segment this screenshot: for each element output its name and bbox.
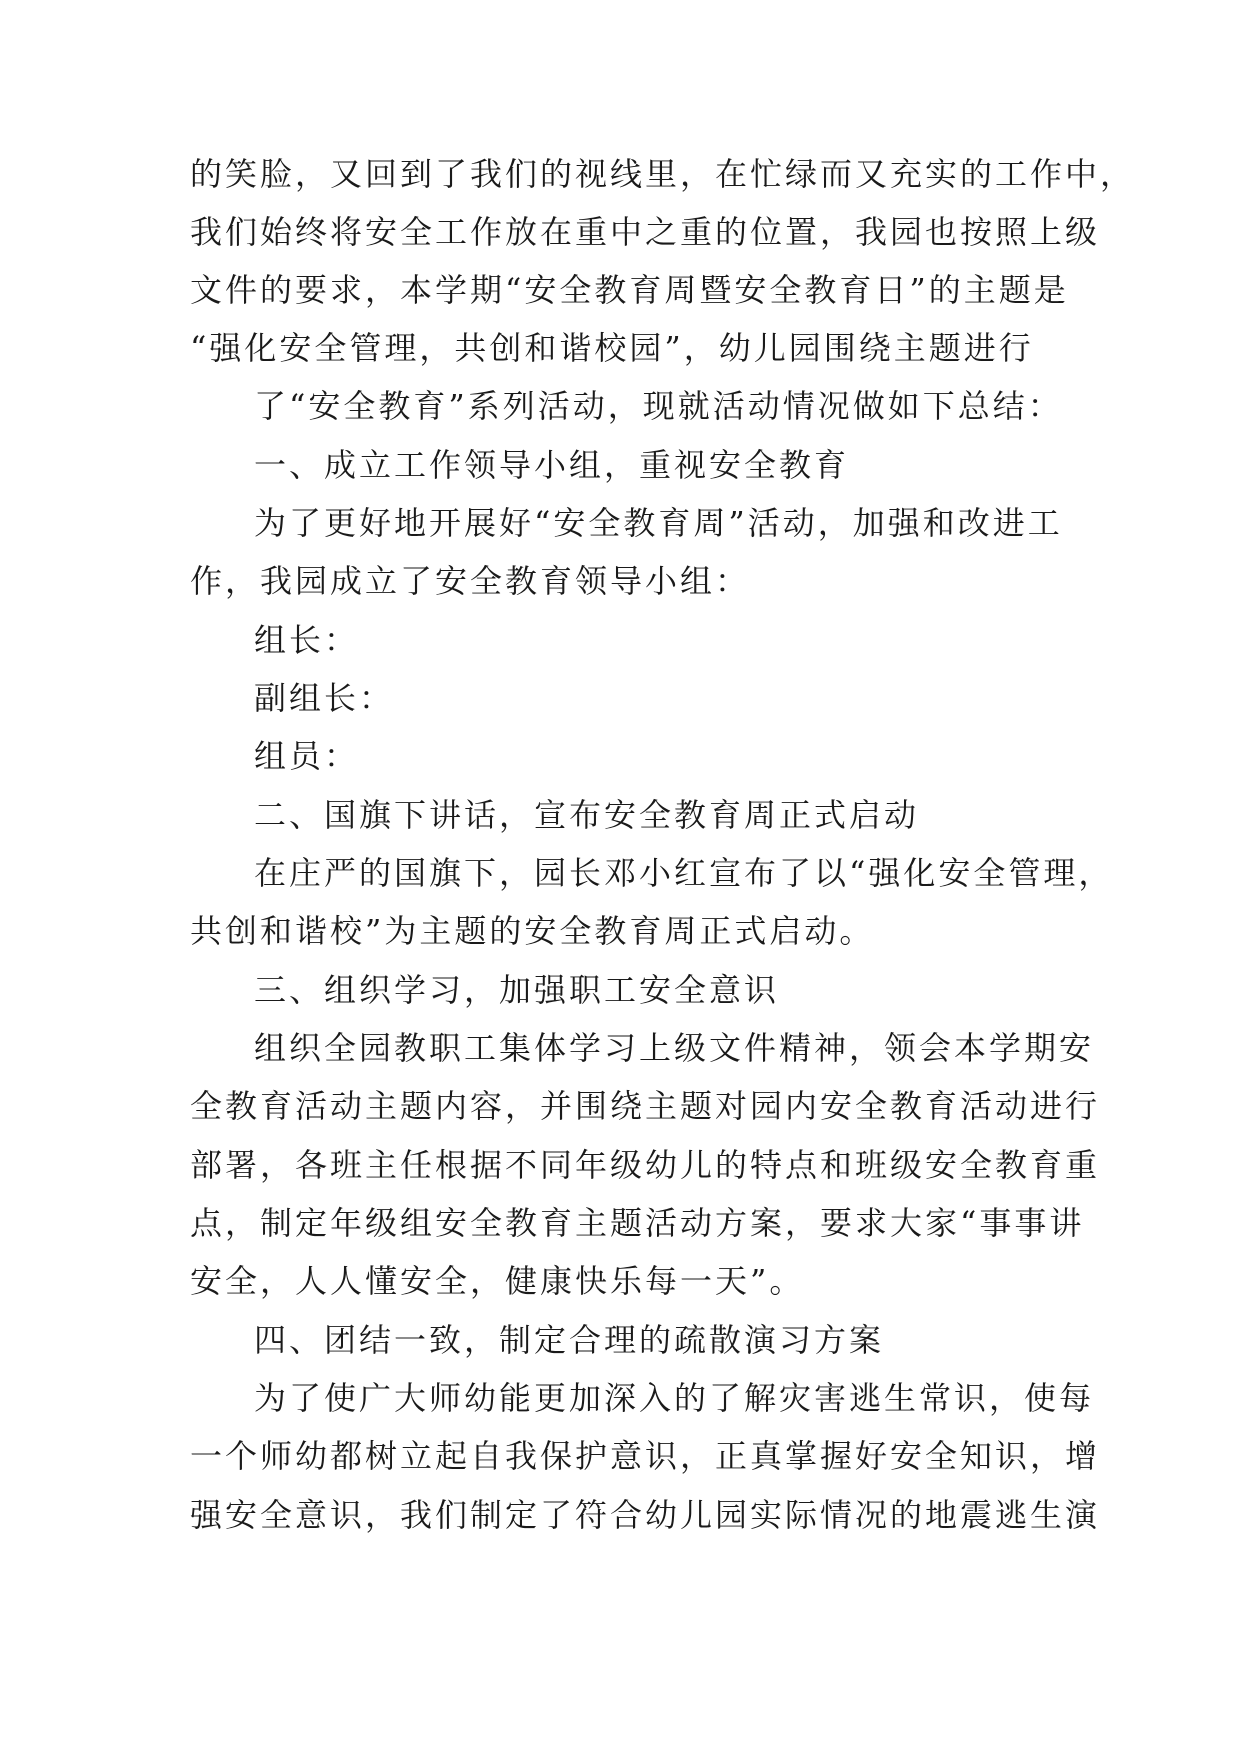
text-line: 共创和谐校”为主题的安全教育周正式启动。: [190, 912, 875, 950]
text-line: 一个师幼都树立起自我保护意识，正真掌握好安全知识，增: [190, 1437, 1101, 1475]
text-line: 点，制定年级组安全教育主题活动方案，要求大家“事事讲: [190, 1204, 1085, 1242]
text-line: 在庄严的国旗下，园长邓小红宣布了以“强化安全管理，: [254, 854, 1114, 892]
text-line: “强化安全管理，共创和谐校园”，幼儿园围绕主题进行: [190, 329, 1034, 367]
section-heading: 三、组织学习，加强职工安全意识: [254, 971, 780, 1009]
text-line: 安全，人人懂安全，健康快乐每一天”。: [190, 1262, 805, 1300]
section-heading: 二、国旗下讲话，宣布安全教育周正式启动: [254, 796, 920, 834]
text-line: 了“安全教育”系列活动，现就活动情况做如下总结：: [254, 387, 1063, 425]
text-line: 作，我园成立了安全教育领导小组：: [190, 562, 751, 600]
section-heading: 四、团结一致，制定合理的疏散演习方案: [254, 1321, 885, 1359]
text-line: 文件的要求，本学期“安全教育周暨安全教育日”的主题是: [190, 271, 1069, 309]
text-line: 全教育活动主题内容，并围绕主题对园内安全教育活动进行: [190, 1087, 1101, 1125]
text-line: 的笑脸，又回到了我们的视线里，在忙绿而又充实的工作中，: [190, 155, 1136, 193]
section-heading: 一、成立工作领导小组，重视安全教育: [254, 446, 850, 484]
text-line: 副组长：: [254, 679, 395, 717]
text-line: 组织全园教职工集体学习上级文件精神，领会本学期安: [254, 1029, 1095, 1067]
text-line: 为了使广大师幼能更加深入的了解灾害逃生常识，使每: [254, 1379, 1095, 1417]
text-line: 组员：: [254, 737, 360, 775]
text-line: 部署，各班主任根据不同年级幼儿的特点和班级安全教育重: [190, 1146, 1101, 1184]
text-line: 组长：: [254, 621, 360, 659]
text-line: 强安全意识，我们制定了符合幼儿园实际情况的地震逃生演: [190, 1496, 1101, 1534]
text-line: 我们始终将安全工作放在重中之重的位置，我园也按照上级: [190, 213, 1101, 251]
text-line: 为了更好地开展好“安全教育周”活动，加强和改进工: [254, 504, 1063, 542]
